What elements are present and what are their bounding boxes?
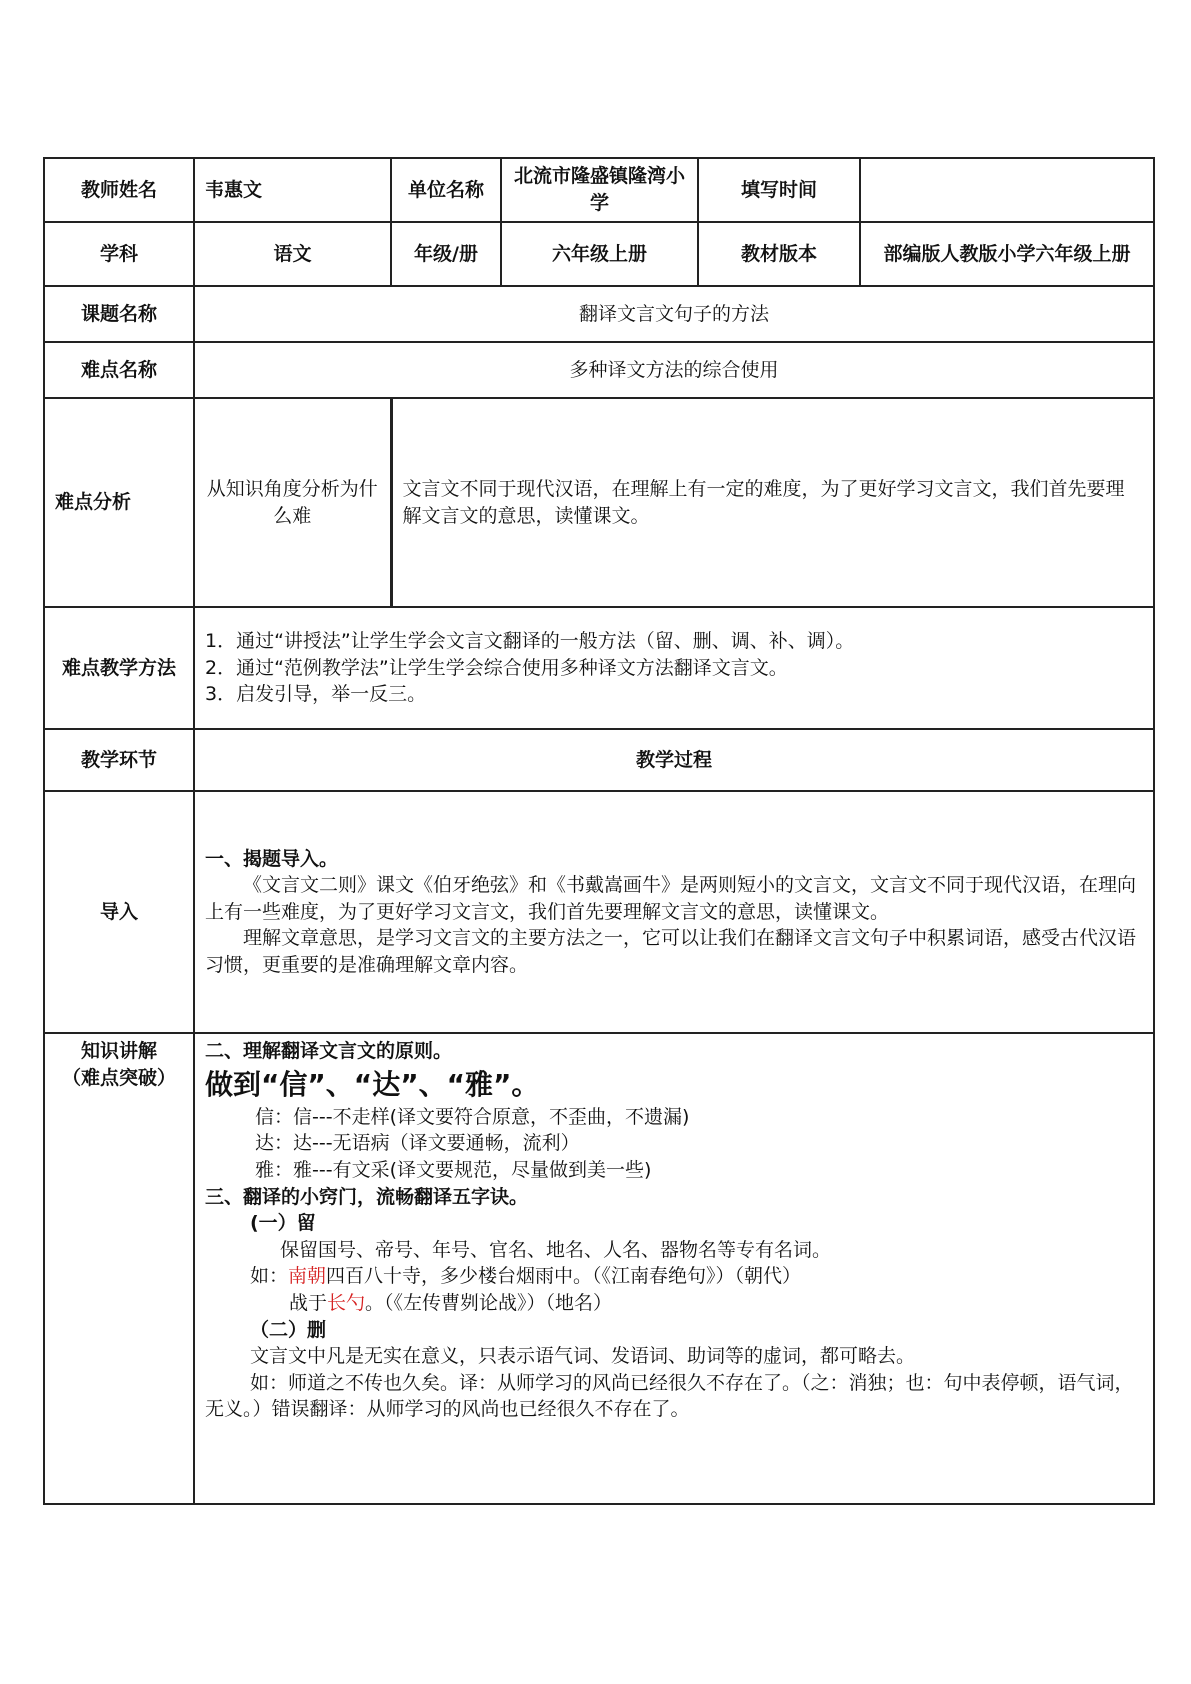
analysis-label: 难点分析	[44, 398, 194, 607]
grade-value: 六年级上册	[501, 222, 698, 286]
edition-label: 教材版本	[698, 222, 860, 286]
knowledge-label: 知识讲解	[80, 1040, 157, 1062]
topic-label: 课题名称	[44, 286, 194, 342]
tip-delete-heading: （二）删	[250, 1318, 327, 1341]
principles-big: 做到“信”、“达”、“雅”。	[205, 1067, 540, 1101]
unit-label: 单位名称	[391, 158, 501, 222]
topic-value: 翻译文言文句子的方法	[194, 286, 1154, 342]
method-item-3: 3．启发引导，举一反三。	[205, 683, 427, 706]
analysis-row	[44, 398, 1154, 607]
subject-value: 语文	[194, 222, 391, 286]
subject-label: 学科	[44, 222, 194, 286]
example-3: 如：师道之不传也久矣。译：从师学习的风尚已经很久不存在了。（之：消独；也：句中表停顿，语气词，无义。）错误翻译：从师学习的风尚也已经很久不存在了。	[205, 1371, 1134, 1421]
example-2-rest: 。（《左传曹刿论战》）（地名）	[365, 1291, 613, 1314]
methods-label: 难点教学方法	[44, 607, 194, 729]
process-header-row	[44, 729, 1154, 791]
unit-value: 北流市隆盛镇隆湾小学	[501, 158, 698, 222]
methods-list	[194, 607, 1154, 729]
tips-heading: 三、翻译的小窍门，流畅翻译五字诀。	[205, 1185, 529, 1208]
example-1-rest: 四百八十寺，多少楼台烟雨中。（《江南春绝句》）（朝代）	[326, 1265, 802, 1288]
principles-heading: 二、理解翻译文言文的原则。	[205, 1040, 453, 1062]
method-item-2: 2．通过“范例教学法”让学生学会综合使用多种译文方法翻译文言文。	[205, 656, 788, 679]
intro-para-1: 《文言文二则》课文《伯牙绝弦》和《书戴嵩画牛》是两则短小的文言文，文言文不同于现代汉语，在理向上有一些难度，为了更好学习文言文，我们首先要理解文言文的意思，读懂课文。	[205, 874, 1137, 923]
method-item-1: 1．通过“讲授法”让学生学会文言文翻译的一般方法（留、删、调、补、调）。	[205, 630, 855, 653]
grade-label: 年级/册	[391, 222, 501, 286]
teacher-value: 韦惠文	[194, 158, 391, 222]
date-label: 填写时间	[698, 158, 860, 222]
difficulty-label: 难点名称	[44, 342, 194, 398]
intro-para-2: 理解文章意思，是学习文言文的主要方法之一，它可以让我们在翻译文言文句子中积累词语，感受古代汉语习惯，更重要的是准确理解文章内容。	[205, 927, 1137, 976]
example-2-prefix: 战于	[289, 1291, 328, 1314]
example-1-highlight: 南朝	[288, 1265, 327, 1288]
analysis-text: 文言文不同于现代汉语，在理解上有一定的难度，为了更好学习文言文，我们首先要理解文言文的意思，读懂课文。	[391, 398, 1154, 607]
intro-content	[194, 791, 1154, 1033]
lesson-plan-table	[43, 157, 1155, 1505]
example-1	[205, 1263, 1143, 1290]
intro-label: 导入	[44, 791, 194, 1033]
knowledge-sub-label: （难点突破）	[61, 1066, 176, 1089]
info-row-1	[44, 158, 1154, 222]
date-value	[860, 158, 1154, 222]
process-step-label: 教学环节	[44, 729, 194, 791]
lesson-plan-sheet	[43, 157, 1153, 1505]
principle-da: 达：达---无语病（译文要通畅，流利）	[255, 1132, 580, 1155]
info-row-2	[44, 222, 1154, 286]
tip-keep-heading: (一）留	[250, 1212, 316, 1235]
process-title: 教学过程	[194, 729, 1154, 791]
tip-keep-text: 保留国号、帝号、年号、官名、地名、人名、器物名等专有名词。	[280, 1238, 832, 1261]
example-2-highlight: 长勺	[327, 1291, 366, 1314]
example-2	[205, 1290, 1143, 1317]
methods-row	[44, 607, 1154, 729]
analysis-sub-label: 从知识角度分析为什么难	[194, 398, 391, 607]
teacher-label: 教师姓名	[44, 158, 194, 222]
intro-row	[44, 791, 1154, 1033]
difficulty-value: 多种译文方法的综合使用	[194, 342, 1154, 398]
principle-xin: 信：信---不走样(译文要符合原意，不歪曲，不遗漏)	[255, 1105, 690, 1128]
intro-heading: 一、揭题导入。	[205, 847, 339, 870]
knowledge-label-cell	[44, 1033, 194, 1504]
principle-ya: 雅：雅---有文采(译文要规范，尽量做到美一些)	[255, 1158, 652, 1181]
knowledge-row	[44, 1033, 1154, 1504]
difficulty-row	[44, 342, 1154, 398]
tip-delete-text: 文言文中凡是无实在意义，只表示语气词、发语词、助词等的虚词，都可略去。	[250, 1345, 916, 1368]
knowledge-content	[194, 1033, 1154, 1504]
edition-value: 部编版人教版小学六年级上册	[860, 222, 1154, 286]
example-1-prefix: 如：	[250, 1265, 289, 1288]
topic-row	[44, 286, 1154, 342]
